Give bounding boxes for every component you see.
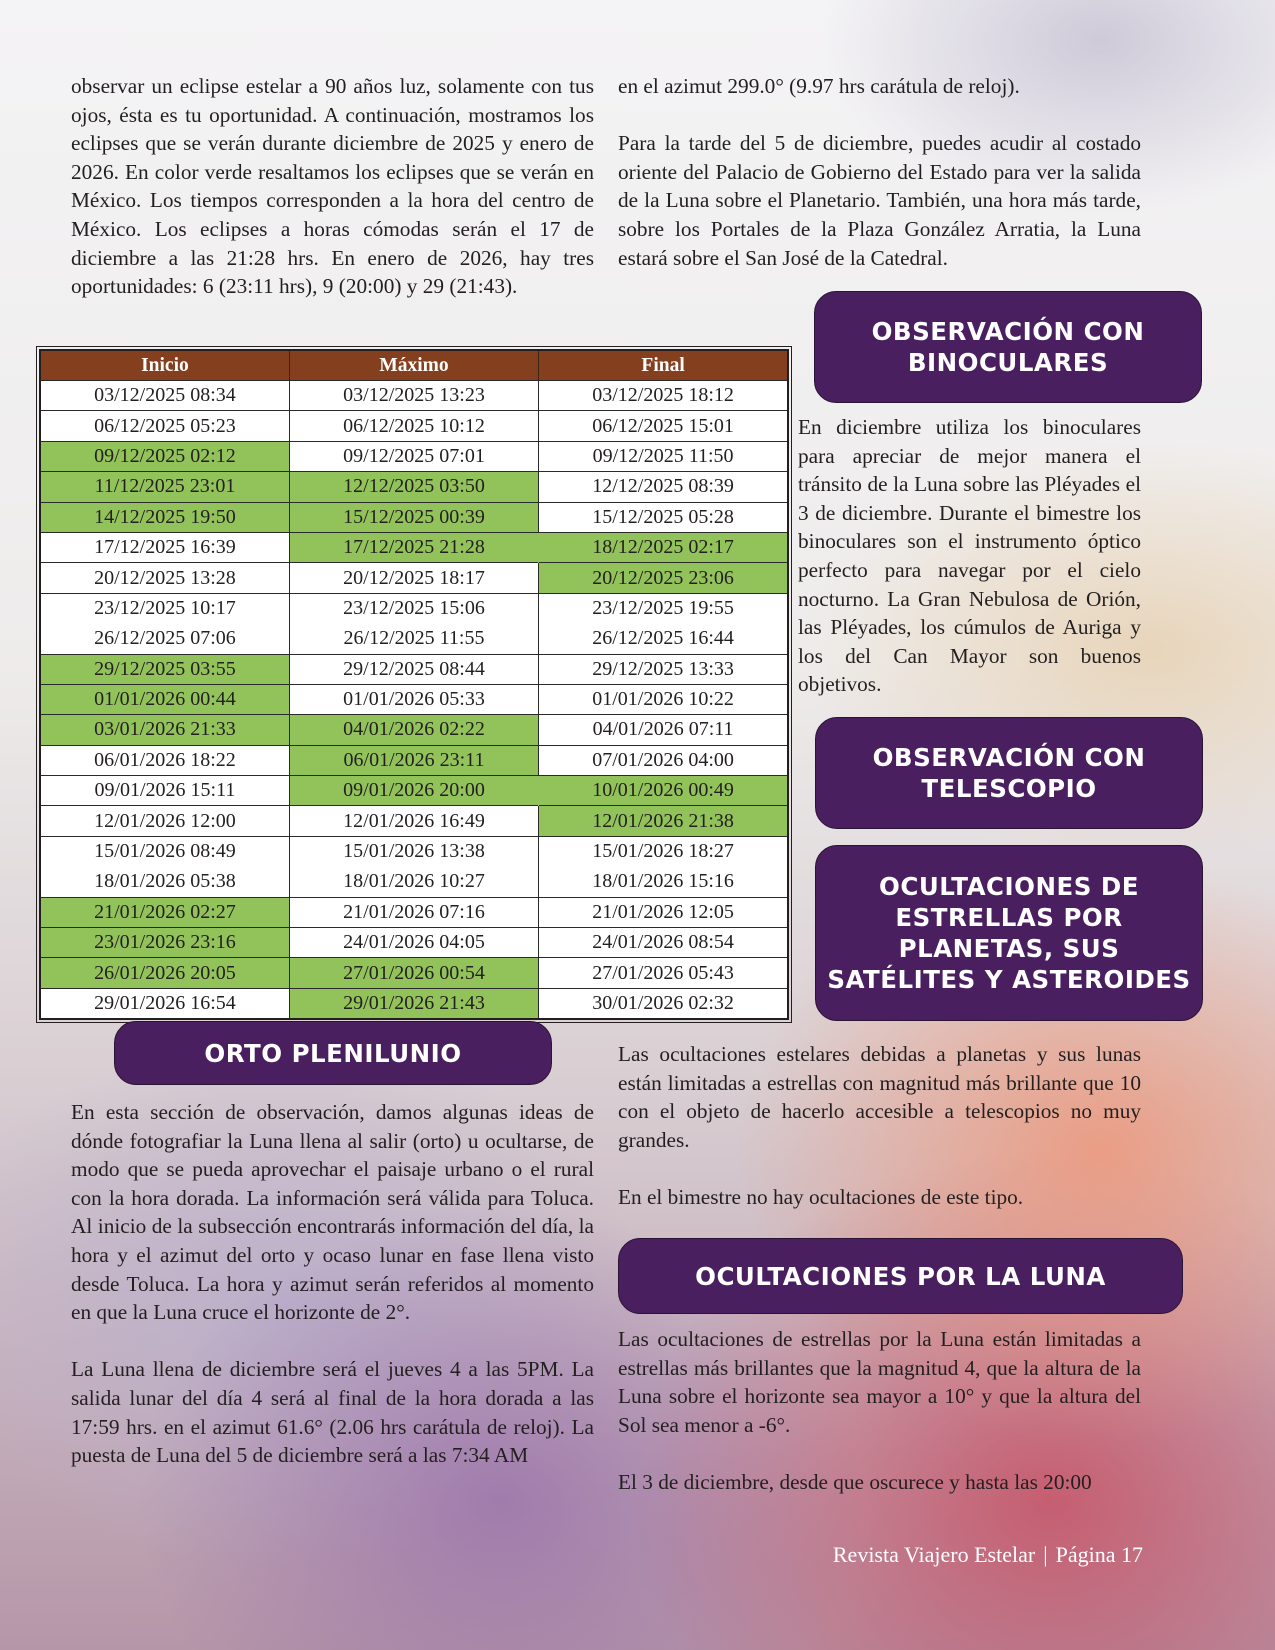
- table-row: [40, 684, 788, 714]
- footer-separator: |: [1043, 1542, 1048, 1567]
- cell-final: 03/12/2025 18:12: [539, 381, 788, 411]
- cell-maximo: 26/12/2025 11:55: [289, 624, 538, 654]
- cell-final: 01/01/2026 10:22: [539, 684, 788, 714]
- ocultaciones-luna-text: [618, 1325, 1141, 1497]
- table-row: [40, 411, 788, 441]
- table-row: [40, 958, 788, 988]
- cell-final: 30/01/2026 02:32: [539, 988, 788, 1019]
- cell-final: 23/12/2025 19:55: [539, 593, 788, 623]
- cell-inicio: 20/12/2025 13:28: [40, 563, 289, 593]
- column-header-inicio: Inicio: [40, 350, 289, 381]
- table-row: [40, 593, 788, 623]
- cell-final: 24/01/2026 08:54: [539, 928, 788, 958]
- cell-maximo: 01/01/2026 05:33: [289, 684, 538, 714]
- cell-final: 12/12/2025 08:39: [539, 472, 788, 502]
- table-row: [40, 563, 788, 593]
- cell-final: 20/12/2025 23:06: [539, 563, 788, 593]
- cell-final: 09/12/2025 11:50: [539, 441, 788, 471]
- magazine-name: Revista Viajero Estelar: [832, 1542, 1036, 1567]
- table-row: [40, 472, 788, 502]
- cell-final: 15/12/2025 05:28: [539, 502, 788, 532]
- table-row: [40, 654, 788, 684]
- cell-final: 21/01/2026 12:05: [539, 897, 788, 927]
- eclipse-table-body: [40, 381, 788, 1020]
- table-row: [40, 897, 788, 927]
- column-header-final: Final: [539, 350, 788, 381]
- orto-plenilunio-title: ORTO PLENILUNIO: [204, 1038, 462, 1068]
- cell-maximo: 21/01/2026 07:16: [289, 897, 538, 927]
- cell-final: 06/12/2025 15:01: [539, 411, 788, 441]
- ocultaciones-planetas-paragraph-2: En el bimestre no hay ocultaciones de este tipo.: [618, 1184, 1024, 1209]
- telescopio-title: OBSERVACIÓN CON TELESCOPIO: [872, 743, 1146, 803]
- cell-inicio: 12/01/2026 12:00: [40, 806, 289, 836]
- cell-final: 07/01/2026 04:00: [539, 745, 788, 775]
- cell-inicio: 14/12/2025 19:50: [40, 502, 289, 532]
- cell-inicio: 09/12/2025 02:12: [40, 441, 289, 471]
- cell-inicio: 21/01/2026 02:27: [40, 897, 289, 927]
- orto-plenilunio-text: [71, 1098, 594, 1470]
- table-row: [40, 624, 788, 654]
- cell-inicio: 29/12/2025 03:55: [40, 654, 289, 684]
- cell-maximo: 15/12/2025 00:39: [289, 502, 538, 532]
- cell-maximo: 09/12/2025 07:01: [289, 441, 538, 471]
- table-row: [40, 381, 788, 411]
- cell-final: 04/01/2026 07:11: [539, 715, 788, 745]
- orto-continued-text: [618, 72, 1141, 272]
- table-row: [40, 836, 788, 866]
- table-row: [40, 776, 788, 806]
- cell-maximo: 17/12/2025 21:28: [289, 532, 538, 562]
- cell-maximo: 06/12/2025 10:12: [289, 411, 538, 441]
- binoculares-text: [798, 413, 1141, 699]
- binoculares-paragraph: En diciembre utiliza los binoculares para apreciar de mejor manera el tránsito de la Luna sobre las Pléyades el 3 de diciembre. Durante el bimestre los binoculares son el instrumento óptico perfecto para navegar por el cielo nocturno. La Gran Nebulosa de Orión, las Pléyades, los cúmulos de Auriga y los del Can Mayor son buenos objetivos.: [798, 415, 1141, 697]
- orto-plenilunio-paragraph-2: La Luna llena de diciembre será el jueves 4 a las 5PM. La salida lunar del día 4 será al final de la hora dorada a las 17:59 hrs. en el azimut 61.6° (2.06 hrs carátula de reloj). La puesta de Luna del 5 de diciembre será a las 7:34 AM: [71, 1357, 594, 1468]
- table-row: [40, 502, 788, 532]
- ocultaciones-planetas-paragraph-1: Las ocultaciones estelares debidas a planetas y sus lunas están limitadas a estrellas con magnitud más brillante que 10 con el objeto de hacerlo accesible a telescopios no muy grandes.: [618, 1042, 1141, 1152]
- orto-continued-paragraph-2: Para la tarde del 5 de diciembre, puedes acudir al costado oriente del Palacio de Gobierno del Estado para ver la salida de la Luna sobre el Planetario. También, una hora más tarde, sobre los Portales de la Plaza González Arratia, la Luna estará sobre el San José de la Catedral.: [618, 131, 1141, 270]
- cell-maximo: 20/12/2025 18:17: [289, 563, 538, 593]
- cell-inicio: 06/12/2025 05:23: [40, 411, 289, 441]
- cell-inicio: 09/01/2026 15:11: [40, 776, 289, 806]
- page-footer: [833, 1542, 1143, 1568]
- ocultaciones-luna-title: OCULTACIONES POR LA LUNA: [695, 1261, 1106, 1291]
- ocultaciones-planetas-title: OCULTACIONES DE ESTRELLAS POR PLANETAS, SUS SATÉLITES Y ASTEROIDES: [827, 872, 1191, 994]
- cell-maximo: 18/01/2026 10:27: [289, 867, 538, 897]
- cell-inicio: 01/01/2026 00:44: [40, 684, 289, 714]
- cell-inicio: 03/01/2026 21:33: [40, 715, 289, 745]
- section-heading-binoculares: [814, 291, 1202, 403]
- page-number: Página 17: [1055, 1542, 1143, 1567]
- cell-inicio: 15/01/2026 08:49: [40, 836, 289, 866]
- cell-maximo: 15/01/2026 13:38: [289, 836, 538, 866]
- cell-final: 26/12/2025 16:44: [592, 627, 734, 650]
- table-row: [40, 928, 788, 958]
- intro-paragraph: [71, 72, 594, 301]
- section-heading-orto-plenilunio: [114, 1021, 552, 1085]
- cell-inicio: 03/12/2025 08:34: [40, 381, 289, 411]
- cell-final: 12/01/2026 21:38: [539, 806, 788, 836]
- cell-inicio: 29/01/2026 16:54: [40, 988, 289, 1019]
- cell-maximo: 23/12/2025 15:06: [289, 593, 538, 623]
- orto-continued-paragraph-1: en el azimut 299.0° (9.97 hrs carátula de reloj).: [618, 74, 1020, 98]
- cell-final: 18/01/2026 15:16: [592, 870, 734, 893]
- eclipse-table: [39, 349, 789, 1020]
- intro-text: observar un eclipse estelar a 90 años luz, solamente con tus ojos, ésta es tu oportunidad. A continuación, mostramos los eclipses que se verán durante diciembre de 2025 y enero de 2026. En color verde resaltamos los eclipses que se verán en México. Los tiempos corresponden a la hora del centro de México. Los eclipses a horas cómodas serán el 17 de diciembre a las 21:28 hrs. En enero de 2026, hay tres oportunidades: 6 (23:11 hrs), 9 (20:00) y 29 (21:43).: [71, 74, 594, 299]
- table-row: [40, 441, 788, 471]
- table-row: [40, 867, 788, 897]
- cell-inicio: 23/12/2025 10:17: [40, 593, 289, 623]
- cell-final: 10/01/2026 00:49: [539, 776, 788, 806]
- cell-final: 15/01/2026 18:27: [539, 836, 788, 866]
- binoculares-title: OBSERVACIÓN CON BINOCULARES: [871, 317, 1145, 377]
- cell-inicio: 26/12/2025 07:06: [40, 624, 289, 654]
- table-row: [40, 715, 788, 745]
- cell-maximo: 29/01/2026 21:43: [289, 988, 538, 1019]
- cell-maximo: 27/01/2026 00:54: [289, 958, 538, 988]
- table-row: [40, 745, 788, 775]
- cell-inicio: 26/01/2026 20:05: [40, 958, 289, 988]
- cell-maximo: 29/12/2025 08:44: [289, 654, 538, 684]
- cell-final: 18/12/2025 02:17: [539, 532, 788, 562]
- table-row: [40, 988, 788, 1019]
- cell-inicio: 11/12/2025 23:01: [40, 472, 289, 502]
- cell-inicio: 06/01/2026 18:22: [40, 745, 289, 775]
- cell-inicio: 23/01/2026 23:16: [40, 928, 289, 958]
- cell-maximo: 06/01/2026 23:11: [289, 745, 538, 775]
- cell-maximo: 12/12/2025 03:50: [289, 472, 538, 502]
- table-row: [40, 806, 788, 836]
- cell-maximo: 24/01/2026 04:05: [289, 928, 538, 958]
- orto-plenilunio-paragraph-1: En esta sección de observación, damos algunas ideas de dónde fotografiar la Luna llena al salir (orto) u ocultarse, de modo que se pueda aprovechar el paisaje urbano o el rural con la hora dorada. La información será válida para Toluca. Al inicio de la subsección encontrarás información del día, la hora y el azimut del orto y ocaso lunar en fase llena visto desde Toluca. La hora y azimut serán referidos al momento en que la Luna cruce el horizonte de 2°.: [71, 1100, 594, 1325]
- cell-inicio: 17/12/2025 16:39: [40, 532, 289, 562]
- cell-inicio: 18/01/2026 05:38: [40, 867, 289, 897]
- section-heading-ocultaciones-planetas: [815, 845, 1203, 1021]
- cell-maximo: 09/01/2026 20:00: [289, 776, 538, 806]
- section-heading-ocultaciones-luna: [618, 1238, 1183, 1314]
- ocultaciones-luna-paragraph-2: El 3 de diciembre, desde que oscurece y hasta las 20:00: [618, 1469, 1092, 1494]
- ocultaciones-luna-paragraph-1: Las ocultaciones de estrellas por la Luna están limitadas a estrellas más brillantes que la magnitud 4, que la altura de la Luna sobre el horizonte sea mayor a 10° y que la altura del Sol sea menor a -6°.: [618, 1327, 1141, 1437]
- ocultaciones-planetas-text: [618, 1040, 1141, 1212]
- cell-maximo: 03/12/2025 13:23: [289, 381, 538, 411]
- table-header-row: [40, 350, 788, 381]
- cell-maximo: 12/01/2026 16:49: [289, 806, 538, 836]
- column-header-maximo: Máximo: [289, 350, 538, 381]
- table-row: [40, 532, 788, 562]
- section-heading-telescopio: [815, 717, 1203, 829]
- cell-final: 29/12/2025 13:33: [539, 654, 788, 684]
- cell-maximo: 04/01/2026 02:22: [289, 715, 538, 745]
- cell-final: 27/01/2026 05:43: [539, 958, 788, 988]
